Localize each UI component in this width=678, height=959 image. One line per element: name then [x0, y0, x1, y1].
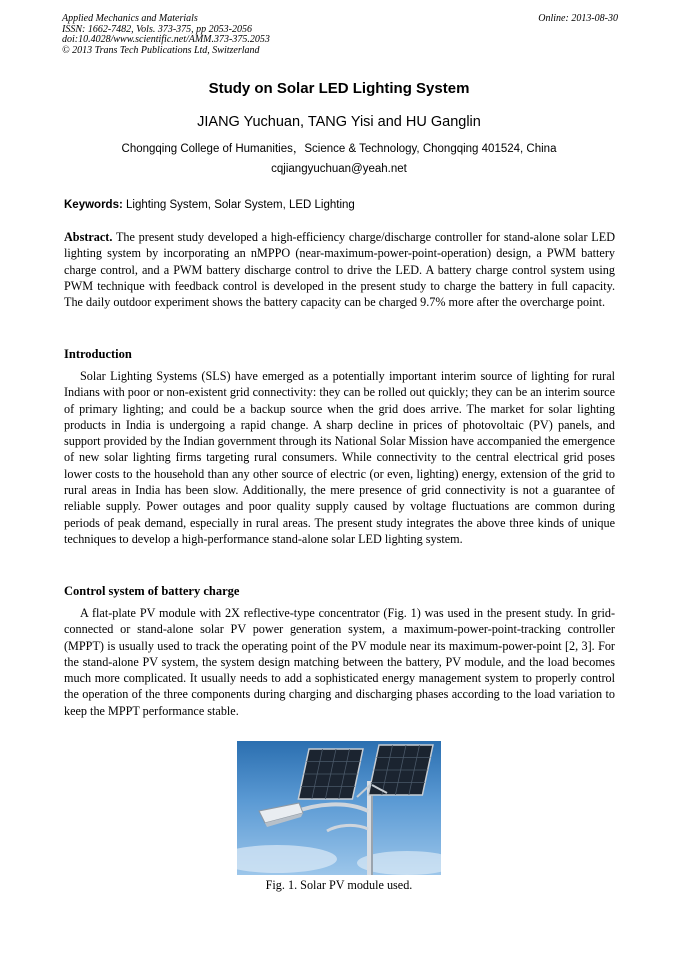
control-paragraph: A flat-plate PV module with 2X reflective-type concentrator (Fig. 1) was used in the present study. In grid-connected or stand-alone solar PV power generation system, a maximum-power-point-tracking controller (MPPT) is usually used to track the operating point of the PV module near its maximum-power-point [2, 3]. For the stand-alone PV system, the system design matching between the battery, PV module, and the load becomes much more complicated. It usually needs to add a sophisticated energy management system to properly control the operation of the three components during charging and discharging phases according to the load variation to keep the MPPT performance stable. — [64, 606, 615, 718]
author-affiliation: Chongqing College of Humanities，Science & Technology, Chongqing 401524, China — [121, 143, 557, 155]
solar-streetlight-image — [237, 741, 441, 875]
online-date: Online: 2013-08-30 — [538, 13, 618, 24]
paper-title: Study on Solar LED Lighting System — [208, 80, 470, 97]
section-heading-control: Control system of battery charge — [64, 584, 240, 598]
paper-authors: JIANG Yuchuan, TANG Yisi and HU Ganglin — [197, 114, 481, 130]
keywords — [64, 199, 616, 211]
abstract-text: The present study developed a high-efficiency charge/discharge controller for stand-alone solar LED lighting system by incorporating an nMPPO (near-maximum-power-point-operation) design, a PWM battery charge control, and a PWM battery discharge control to drive the LED. A battery charge control system using PWM technique with feedback control is developed in the present study to charge the battery in full capacity. The daily outdoor experiment shows the battery capacity can be charged 9.7% more after the overcharge point. — [64, 230, 615, 310]
introduction-paragraph: Solar Lighting Systems (SLS) have emerged as a potentially important interim source of lighting for rural Indians with poor or non-existent grid connectivity: they can be rolled out quickly; they can be an interim source of primary lighting; and could be a backup source when the grid does arrive. The market for solar lighting products in India is undergoing a rapid change. A sharp decline in prices of photovoltaic (PV) panels, and support provided by the Indian government through its National Solar Mission have accompanied the emergence of new solar lighting firms targeting rural consumers. While connectivity to the central electrical grid poses lower costs to the household than any other source of electric (or even, lighting) energy, extension of the grid to rural areas in India has been slow. Additionally, the mere presence of grid connectivity is not a guarantee of reliable supply. Power outages and poor quality supply caused by voltage fluctuations are common during periods of peak demand, especially in rural areas. The present study integrates the above three kinds of unique techniques to develop a high-performance stand-alone solar LED lighting system. — [64, 369, 615, 546]
keywords-text: Lighting System, Solar System, LED Lighting — [122, 199, 355, 211]
copyright-line: © 2013 Trans Tech Publications Ltd, Switzerland — [62, 44, 260, 56]
journal-name: Applied Mechanics and Materials — [62, 13, 198, 24]
journal-header — [62, 14, 618, 56]
section-heading-introduction: Introduction — [64, 347, 132, 361]
issn-line: ISSN: 1662-7482, Vols. 373-375, pp 2053-2056 — [62, 23, 252, 35]
abstract-label: Abstract. — [64, 230, 113, 244]
figure-solar-pv-module — [237, 741, 441, 875]
author-email: cqjiangyuchuan@yeah.net — [271, 163, 407, 175]
abstract — [64, 229, 615, 310]
figure-caption: Fig. 1. Solar PV module used. — [265, 878, 413, 892]
keywords-label: Keywords: — [64, 199, 123, 211]
doi-line: doi:10.4028/www.scientific.net/AMM.373-375.2053 — [62, 34, 270, 45]
